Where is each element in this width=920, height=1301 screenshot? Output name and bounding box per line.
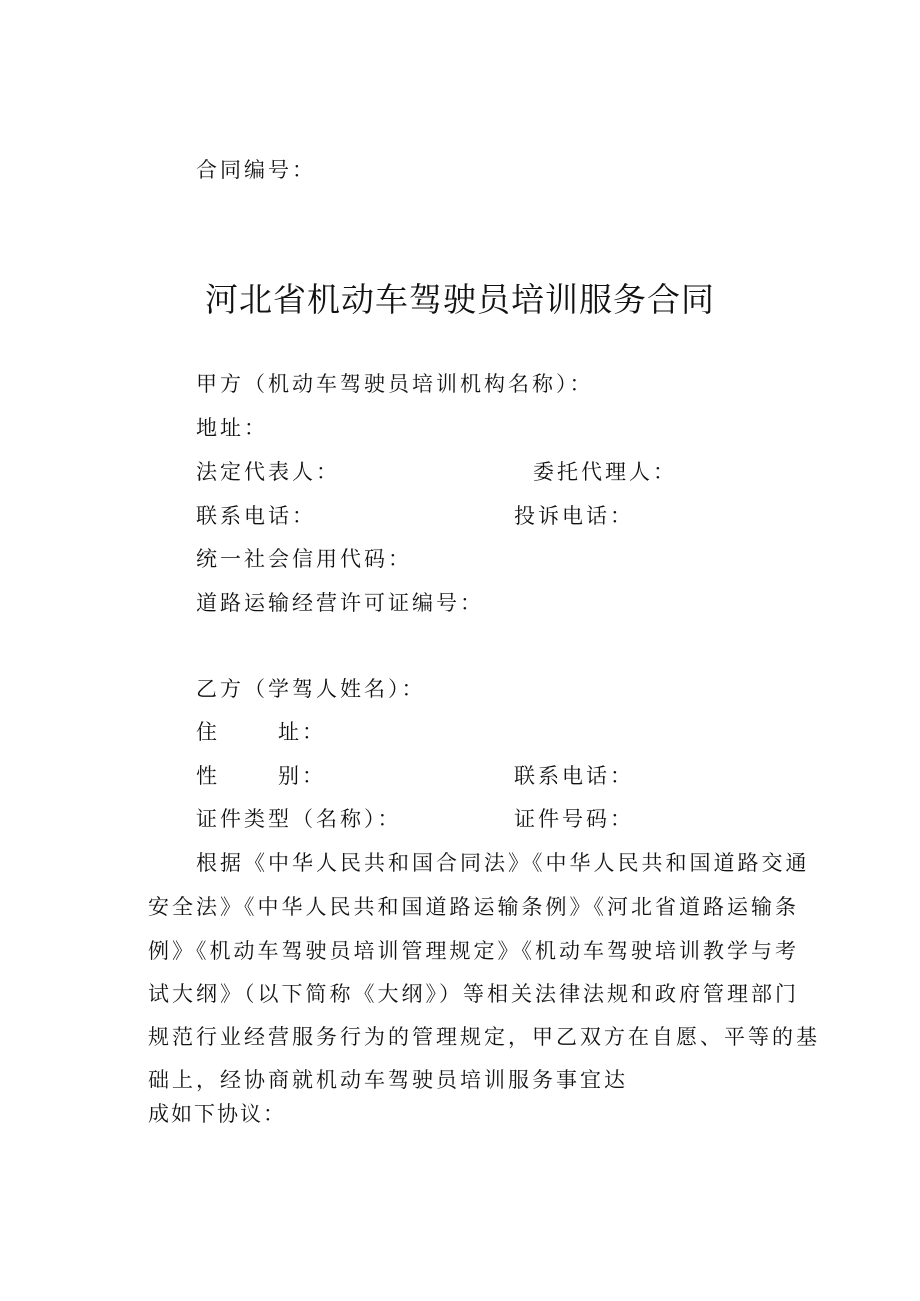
party-b-gender-char2: 别： (278, 764, 326, 788)
party-b-address-char1: 住 (196, 720, 220, 744)
party-b-phone: 联系电话： (514, 764, 634, 788)
party-a-address: 地址： (196, 416, 268, 440)
party-a-complaint-phone: 投诉电话： (514, 504, 634, 528)
party-b-address (196, 718, 326, 746)
party-a-license-number: 道路运输经营许可证编号： (196, 591, 484, 615)
party-b-gender-char1: 性 (196, 764, 220, 788)
preamble-line: 安全法》《中华人民共和国道路运输条例》《河北省道路运输条 (148, 895, 799, 919)
preamble-line: 例》《机动车驾驶员培训管理规定》《机动车驾驶培训教学与考 (148, 939, 799, 963)
party-b-address-char2: 址： (278, 720, 326, 744)
preamble-line: 规范行业经营服务行为的管理规定，甲乙双方在自愿、平等的基 (148, 1025, 820, 1049)
party-a-credit-code: 统一社会信用代码： (196, 547, 412, 571)
preamble-line: 成如下协议： (148, 1102, 286, 1126)
party-a-phone: 联系电话： (196, 504, 316, 528)
document-title: 河北省机动车驾驶员培训服务合同 (205, 280, 715, 319)
party-a-legal-rep: 法定代表人： (196, 460, 340, 484)
party-b-id-type: 证件类型（名称）： (196, 807, 402, 831)
preamble-line: 试大纲》（以下简称《大纲》）等相关法律法规和政府管理部门 (148, 982, 799, 1006)
party-b-gender (196, 762, 326, 790)
party-a-heading: 甲方（机动车驾驶员培训机构名称）： (196, 372, 594, 396)
party-b-id-number: 证件号码： (514, 807, 634, 831)
party-b-heading: 乙方（学驾人姓名）： (196, 677, 426, 701)
party-a-agent: 委托代理人： (533, 460, 677, 484)
preamble-line: 础上，经协商就机动车驾驶员培训服务事宜达 (148, 1068, 628, 1092)
contract-number-label: 合同编号： (196, 158, 316, 182)
preamble-line: 根据《中华人民共和国合同法》《中华人民共和国道路交通 (196, 851, 810, 875)
